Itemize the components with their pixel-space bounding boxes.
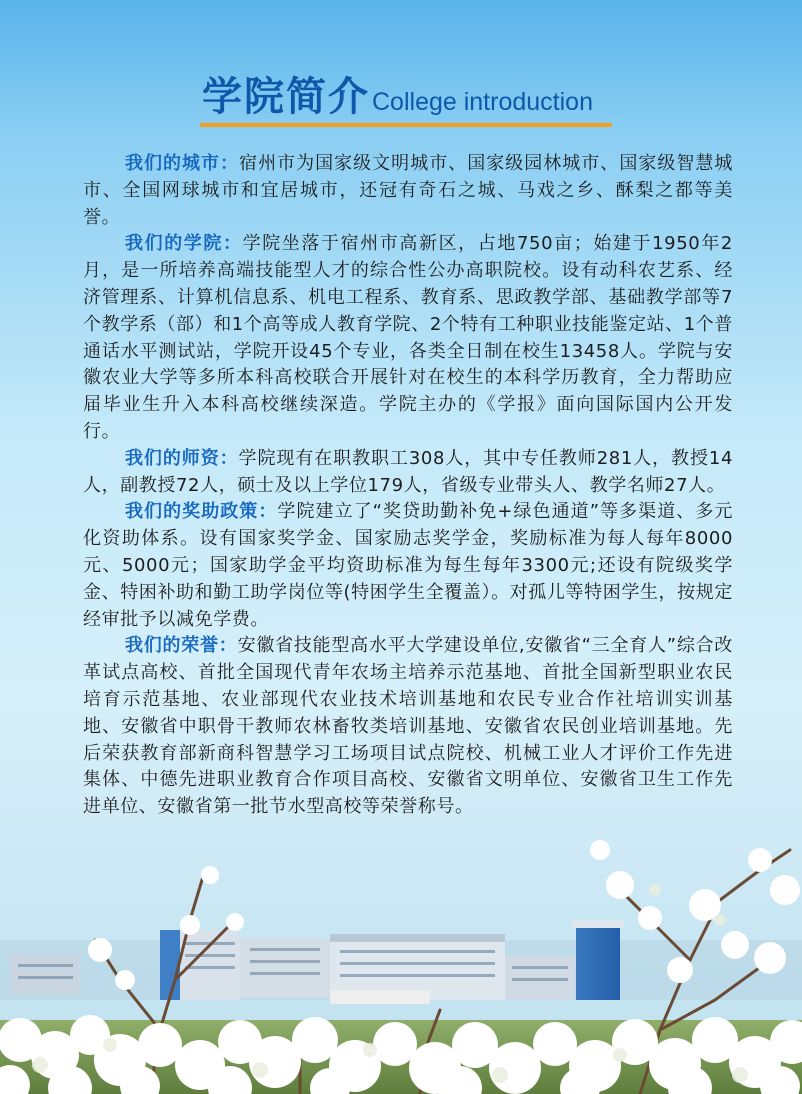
- section-label: 我们的学院：: [125, 233, 243, 255]
- page-header: [200, 70, 612, 130]
- section-text: 安徽省技能型高水平大学建设单位,安徽省“三全育人”综合改革试点高校、首批全国现代青年农场主培养示范基地、首批全国新型职业农民培育示范基地、农业部现代农业技术培训基地和农民专业合作社培训实训基地、安徽省中职骨干教师农林畜牧类培训基地、安徽省农民创业培训基地。先后荣获教育部新商科智慧学习工场项目试点院校、机械工业人才评价工作先进集体、中德先进职业教育合作项目高校、安徽省文明单位、安徽省卫生工作先进单位、安徽省第一批节水型高校等荣誉称号。: [83, 635, 734, 818]
- section-label: 我们的城市：: [125, 153, 240, 174]
- title-underline: [200, 123, 612, 127]
- section-scholarship: [83, 499, 733, 633]
- section-city: [83, 151, 733, 231]
- campus-blossom-photo: [0, 830, 802, 1094]
- section-label: 我们的奖助政策：: [125, 501, 278, 523]
- page-title: 学院简介: [202, 73, 370, 120]
- section-label: 我们的荣誉：: [125, 635, 238, 657]
- section-label: 我们的师资：: [125, 447, 239, 469]
- campus-blossom-illustration: [0, 830, 802, 1094]
- section-text: 宿州市为国家级文明城市、国家级园林城市、国家级智慧城市、全国网球城市和宜居城市，还冠有奇石之城、马戏之乡、酥梨之都等美誉。: [83, 153, 733, 228]
- introduction-body: [83, 151, 733, 821]
- section-college: [83, 231, 733, 445]
- page-subtitle: College introduction: [372, 88, 593, 116]
- section-text: 学院现有在职教职工308人，其中专任教师281人，教授14人，副教授72人，硕士及以上学位179人，省级专业带头人、教学名师27人。: [83, 447, 733, 496]
- section-text: 学院建立了“奖贷助勤补免+绿色通道”等多渠道、多元化资助体系。设有国家奖学金、国家励志奖学金，奖励标准为每人每年8000元、5000元；国家助学金平均资助标准为每生每年3300元;还设有院级奖学金、特困补助和勤工助学岗位等(特困学生全覆盖）。对孤儿等特困学生，按规定经审批予以减免学费。: [83, 501, 733, 630]
- section-faculty: [83, 446, 733, 500]
- section-honors: [83, 633, 733, 821]
- section-text: 学院坐落于宿州市高新区，占地750亩；始建于1950年2月，是一所培养高端技能型人才的综合性公办高职院校。设有动科农艺系、经济管理系、计算机信息系、机电工程系、教育系、思政教学部、基础教学部等7个教学系（部）和1个高等成人教育学院、2个特有工种职业技能鉴定站、1个普通话水平测试站，学院开设45个专业，各类全日制在校生13458人。学院与安徽农业大学等多所本科高校联合开展针对在校生的本科学历教育，全力帮助应届毕业生升入本科高校继续深造。学院主办的《学报》面向国际国内公开发行。: [83, 233, 733, 442]
